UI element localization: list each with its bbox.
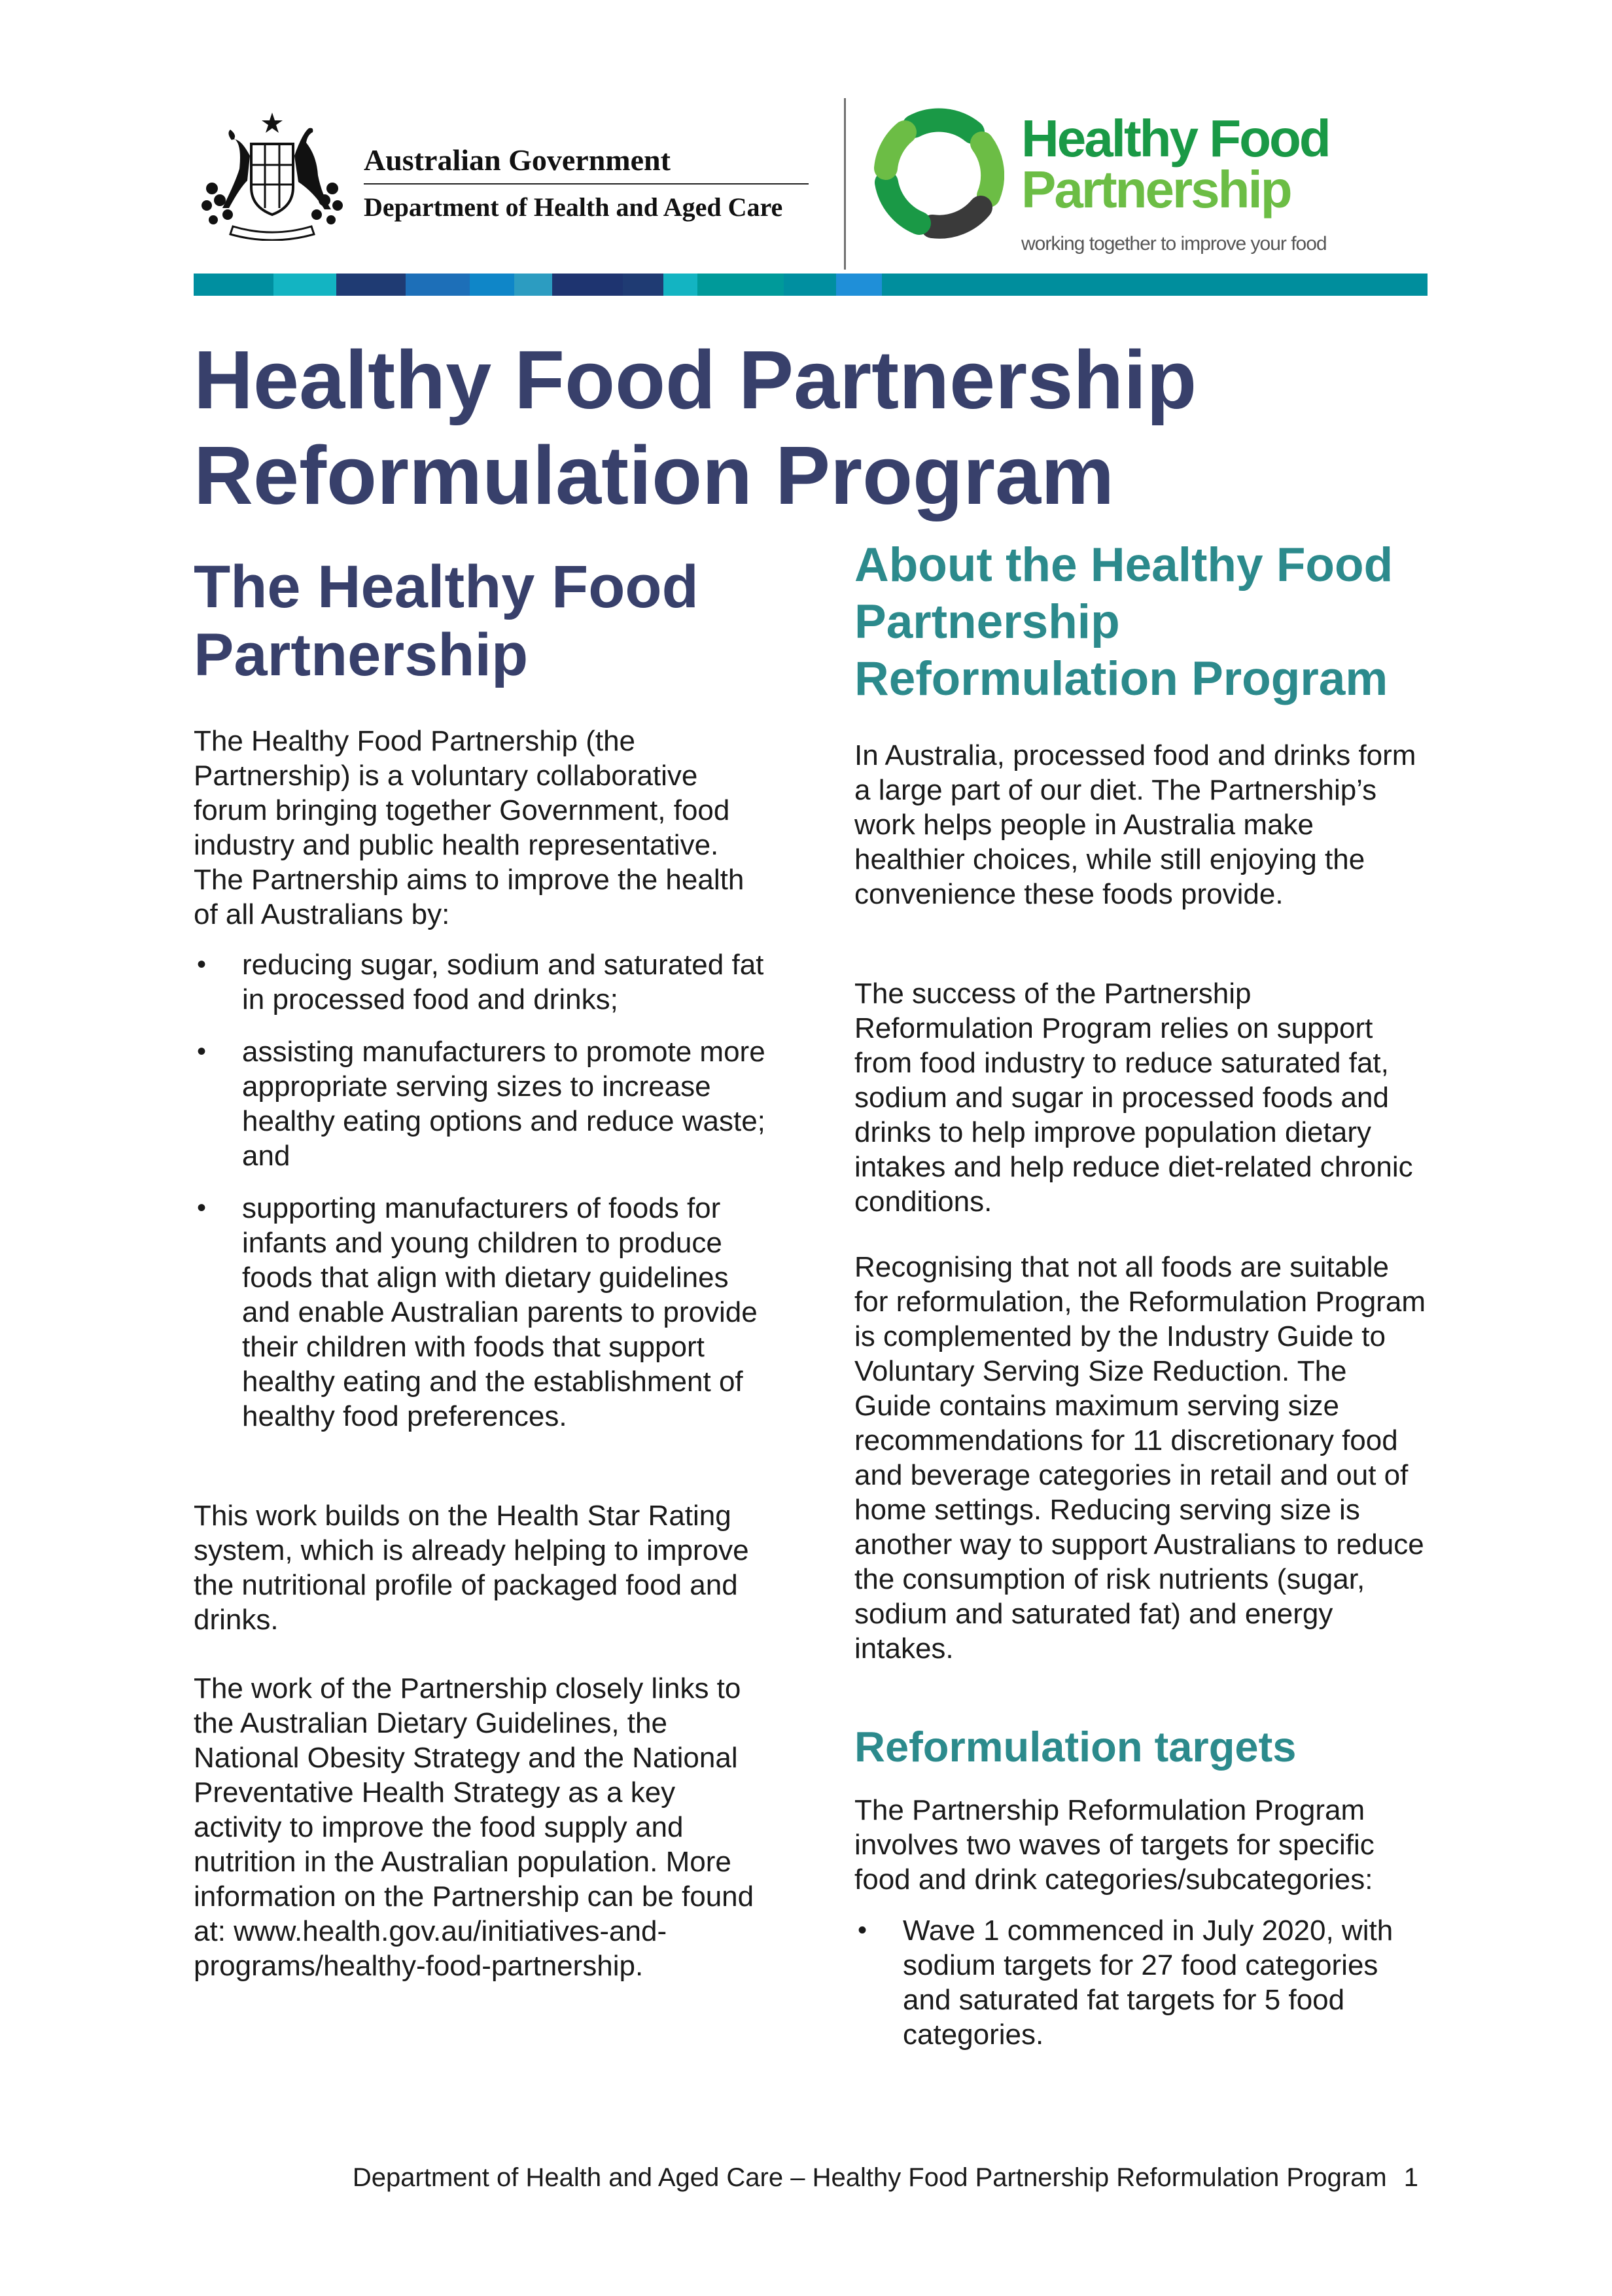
page-number: 1 <box>1403 2163 1418 2192</box>
heading-line: Partnership <box>194 622 529 688</box>
partnership-intro-paragraph: The Healthy Food Partnership (the Partnership) is a voluntary collaborative forum bringing together Government, food industry and public health representative. The Partnership aims to improve the health of all Australians by: <box>194 725 745 930</box>
section-heading-partnership <box>194 553 769 689</box>
department-name: Department of Health and Aged Care <box>364 192 783 222</box>
list-item: • reducing sugar, sodium and saturated fat in processed food and drinks; <box>194 947 769 1017</box>
list-item: • assisting manufacturers to promote more appropriate serving sizes to increase healthy eating options and reduce waste; and <box>194 1034 769 1173</box>
serving-size-paragraph: Recognising that not all foods are suitable for reformulation, the Reformulation Program is complemented by the Industry Guide to Voluntary Serving Size Reduction. The Guide contains maximum serving size recommendations for 11 discretionary food and beverage categories in retail and out of home settings. Reducing serving size is another way to support Australians to reduce the consumption of risk nutrients (sugar, sodium and saturated fat) and energy intakes. <box>854 1251 1426 1665</box>
title-line-2: Reformulation Program <box>194 429 1115 521</box>
list-item: • supporting manufacturers of foods for infants and young children to produce foods that align with dietary guidelines and enable Australian parents to provide their children with foods that support healthy eating and the establishment of healthy food preferences. <box>194 1191 769 1434</box>
logo-text-partnership: Partnership <box>1021 160 1291 219</box>
band-segment <box>552 274 623 296</box>
dietary-guidelines-paragraph: The work of the Partnership closely links to the Australian Dietary Guidelines, the National Obesity Strategy and the National Preventative Health Strategy as a key activity to improve the food supply and nutrition in the Australian population. More information on the Partnership can be found at: www.health.gov.au/initiatives-and-programs/healthy-food-partnership. <box>194 1672 754 1982</box>
section-heading-reformulation-targets: Reformulation targets <box>854 1723 1297 1771</box>
section-heading-about-program <box>854 537 1443 707</box>
heading-line: Partnership <box>854 595 1120 648</box>
targets-list <box>854 1913 1430 2052</box>
document-title <box>194 332 1424 523</box>
coat-of-arms-icon <box>194 110 351 241</box>
header-color-band <box>194 274 1428 296</box>
band-segment <box>784 274 836 296</box>
band-segment <box>623 274 663 296</box>
band-segment <box>882 274 1428 296</box>
band-segment <box>514 274 552 296</box>
band-segment <box>273 274 336 296</box>
footer-text: Department of Health and Aged Care – Healthy Food Partnership Reformulation Program <box>352 2163 1387 2192</box>
header-divider <box>844 98 846 270</box>
band-segment <box>663 274 697 296</box>
title-line-1: Healthy Food Partnership <box>194 334 1197 426</box>
band-segment <box>336 274 406 296</box>
government-name: Australian Government <box>364 143 671 177</box>
partnership-ring-icon <box>873 108 1004 239</box>
band-segment <box>836 274 882 296</box>
australian-government-logo <box>194 110 815 241</box>
healthy-food-partnership-logo <box>873 105 1423 262</box>
program-success-paragraph: The success of the Partnership Reformulation Program relies on support from food industry to reduce saturated fat, sodium and sugar in processed foods and drinks to help improve population dietary intakes and help reduce diet-related chronic conditions. <box>854 978 1413 1218</box>
logo-tagline: working together to improve your food <box>1021 233 1327 255</box>
heading-line: The Healthy Food <box>194 554 699 620</box>
heading-line: About the Healthy Food <box>854 539 1393 592</box>
partnership-aims-list <box>194 947 769 1451</box>
health-star-paragraph: This work builds on the Health Star Rating system, which is already helping to improve the nutritional profile of packaged food and drinks. <box>194 1500 749 1636</box>
band-segment <box>697 274 784 296</box>
page-footer <box>194 2162 1418 2193</box>
logo-rule <box>364 183 809 185</box>
band-segment <box>470 274 514 296</box>
heading-line: Reformulation Program <box>854 652 1388 705</box>
band-segment <box>194 274 273 296</box>
processed-food-paragraph: In Australia, processed food and drinks form a large part of our diet. The Partnership’s work helps people in Australia make healthier choices, while still enjoying the convenience these foods provide. <box>854 739 1416 910</box>
logo-text-healthy-food: Healthy Food <box>1021 109 1329 168</box>
band-segment <box>406 274 470 296</box>
targets-intro-paragraph: The Partnership Reformulation Program involves two waves of targets for specific food and drink categories/subcategories: <box>854 1794 1375 1896</box>
list-item: • Wave 1 commenced in July 2020, with sodium targets for 27 food categories and saturated fat targets for 5 food categories. <box>854 1913 1430 2052</box>
